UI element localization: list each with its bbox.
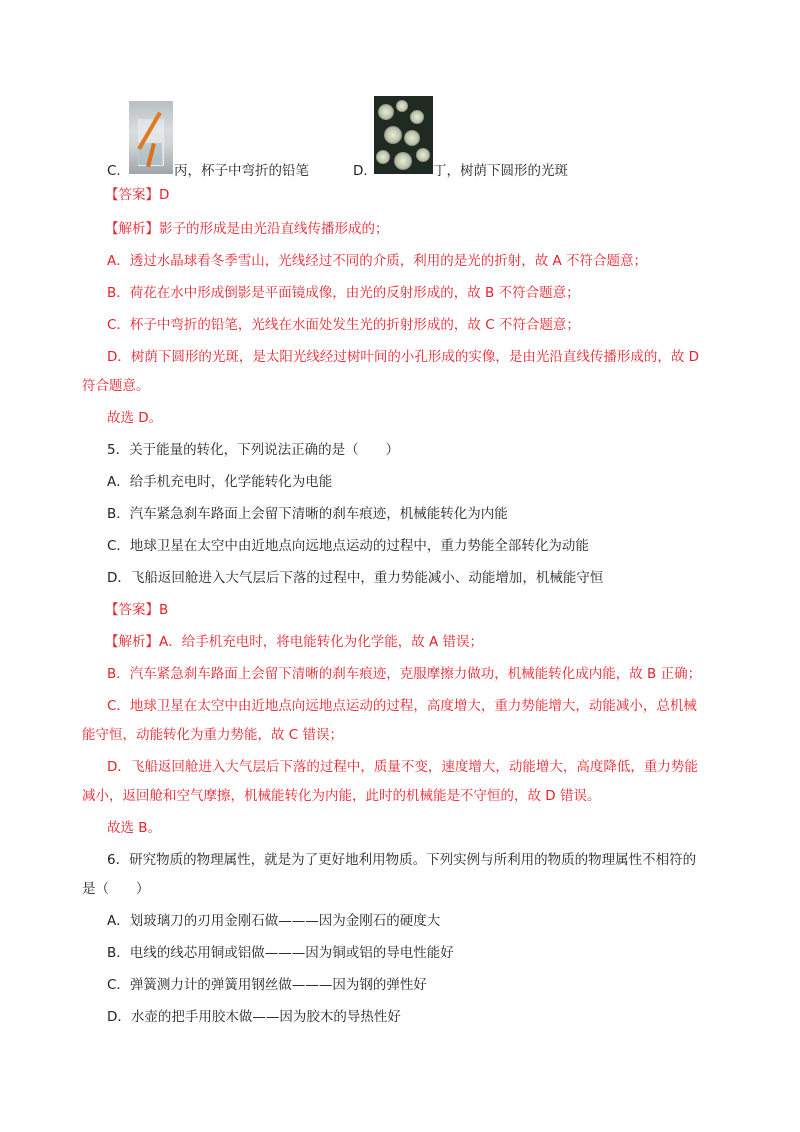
light-spot xyxy=(416,148,430,162)
light-spot xyxy=(378,104,394,120)
light-spot xyxy=(396,100,408,112)
q4-analysis-c: C．杯子中弯折的铅笔，光线在水面处发生光的折射形成的，故 C 不符合题意； xyxy=(107,317,580,333)
answer-tag: 【答案】 xyxy=(105,187,159,203)
option-c-text: 丙，杯子中弯折的铅笔 xyxy=(174,163,309,179)
option-d-text: 丁，树荫下圆形的光斑 xyxy=(433,163,568,179)
q6-option-a: A．划玻璃刀的刃用金刚石做———因为金刚石的硬度大 xyxy=(107,913,441,929)
bent-pencil-photo xyxy=(129,101,173,174)
analysis-tag: 【解析】 xyxy=(105,221,159,237)
q5-analysis-c2: 能守恒，动能转化为重力势能，故 C 错误； xyxy=(82,727,344,743)
answer-value: D xyxy=(159,187,170,203)
option-c-label: C. xyxy=(107,163,121,179)
q4-analysis-b: B．荷花在水中形成倒影是平面镜成像，由光的反射形成的，故 B 不符合题意； xyxy=(107,285,580,301)
light-spot xyxy=(410,110,424,124)
q4-analysis-d1: D．树荫下圆形的光斑，是太阳光线经过树叶间的小孔形成的实像，是由光沿直线传播形成的，故 D xyxy=(107,349,700,365)
q5-conclusion: 故选 B。 xyxy=(107,820,162,836)
q4-conclusion: 故选 D。 xyxy=(107,410,163,426)
q5-option-a: A．给手机充电时，化学能转化为电能 xyxy=(107,474,333,490)
q6-option-d: D．水壶的把手用胶木做——因为胶木的导热性好 xyxy=(107,1009,401,1025)
light-spot xyxy=(376,150,390,164)
q4-analysis-d2: 符合题意。 xyxy=(82,378,150,394)
q5-option-d: D．飞船返回舱进入大气层后下落的过程中，重力势能减小、动能增加，机械能守恒 xyxy=(107,570,604,586)
analysis-tag: 【解析】 xyxy=(105,634,159,650)
light-spots-photo xyxy=(374,96,433,174)
q6-option-b: B．电线的线芯用铜或铝做———因为铜或铝的导电性能好 xyxy=(107,945,454,961)
answer-value: B xyxy=(159,602,169,618)
q5-option-c: C．地球卫星在太空中由近地点向远地点运动的过程中，重力势能全部转化为动能 xyxy=(107,538,589,554)
q5-answer xyxy=(105,601,168,619)
light-spot xyxy=(404,130,420,146)
q5-analysis-d1: D．飞船返回舱进入大气层后下落的过程中，质量不变，速度增大，动能增大，高度降低，重力势能 xyxy=(107,759,698,775)
option-d-label: D. xyxy=(353,163,368,179)
q6-stem-line2: 是（ ） xyxy=(82,881,150,897)
q5-analysis-c1: C．地球卫星在太空中由近地点向远地点运动的过程，高度增大，重力势能增大，动能减小，总机械 xyxy=(107,698,697,714)
analysis-text: 影子的形成是由光沿直线传播形成的； xyxy=(159,221,389,237)
answer-tag: 【答案】 xyxy=(105,602,159,618)
q5-analysis-a xyxy=(105,633,483,651)
light-spot xyxy=(394,152,412,170)
q5-analysis-d2: 减小，返回舱和空气摩擦，机械能转化为内能，此时的机械能是不守恒的，故 D 错误。 xyxy=(82,788,601,804)
light-spot xyxy=(384,126,402,144)
q4-answer xyxy=(105,186,169,204)
q6-stem-line1: 6．研究物质的物理属性，就是为了更好地利用物质。下列实例与所利用的物质的物理属性不相符的 xyxy=(107,852,697,868)
q4-analysis-a: A．透过水晶球看冬季雪山，光线经过不同的介质，利用的是光的折射，故 A 不符合题意； xyxy=(107,253,648,269)
analysis-text: A．给手机充电时，将电能转化为化学能，故 A 错误； xyxy=(159,634,484,650)
q5-stem: 5．关于能量的转化，下列说法正确的是（ ） xyxy=(107,442,400,458)
q5-option-b: B．汽车紧急刹车路面上会留下清晰的刹车痕迹，机械能转化为内能 xyxy=(107,506,508,522)
q6-option-c: C．弹簧测力计的弹簧用钢丝做———因为钢的弹性好 xyxy=(107,977,427,993)
q5-analysis-b: B．汽车紧急刹车路面上会留下清晰的刹车痕迹，克服摩擦力做功，机械能转化成内能，故 B 正确； xyxy=(107,666,702,682)
q4-analysis-intro xyxy=(105,220,389,238)
